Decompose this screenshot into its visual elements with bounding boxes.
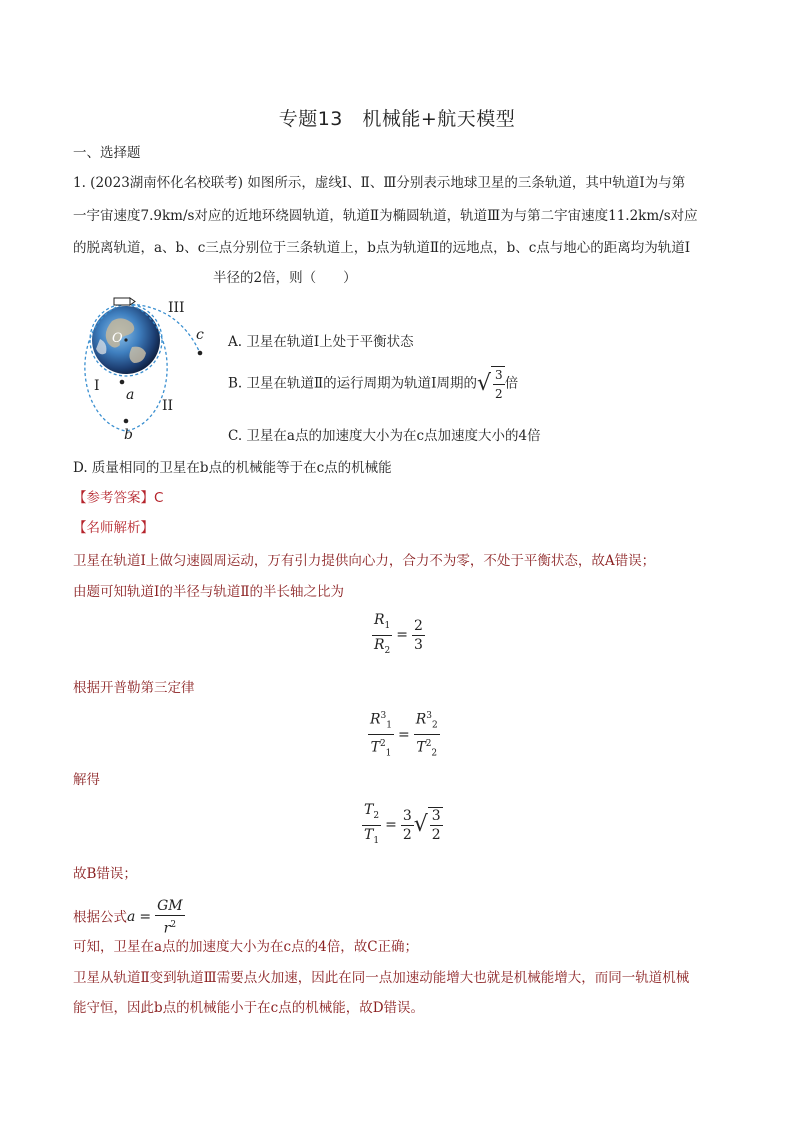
label-I: I (94, 378, 100, 394)
option-b-suffix: 倍 (504, 375, 519, 392)
formula-radius-ratio: $\frac{R_1}{R_2}$ = $\frac{2}{3}$ (374, 612, 423, 656)
explanation-para-1: 卫星在轨道Ⅰ上做匀速圆周运动，万有引力提供向心力，合力不为零，不处于平衡状态，故A错误； (73, 553, 656, 569)
orbit-figure (60, 287, 220, 447)
question-line-3: 的脱离轨道，a、b、c三点分别位于三条轨道上，b点为轨道Ⅱ的远地点，b、c点与地心的距离均为轨道Ⅰ (73, 240, 691, 256)
option-b (228, 366, 518, 402)
option-a: A. 卫星在轨道Ⅰ上处于平衡状态 (228, 334, 414, 350)
label-II: II (162, 398, 174, 414)
formula-period-ratio: $\frac{T_2}{T_1}$ = $\frac{3}{2}$ √ $\frac{3}{2}$ (364, 802, 441, 846)
question-line-2: 一宇宙速度7.9km/s对应的近地环绕圆轨道，轨道Ⅱ为椭圆轨道，轨道Ⅲ为与第二宇宙速度11.2km/s对应 (73, 208, 698, 224)
label-b: b (124, 427, 133, 443)
option-b-text: B. 卫星在轨道Ⅱ的运行周期为轨道Ⅰ周期的 (228, 375, 478, 392)
reference-answer: 【参考答案】C (73, 490, 164, 506)
explanation-para-7: 可知，卫星在a点的加速度大小为在c点的4倍，故C正确； (73, 939, 419, 955)
explanation-para-6: 根据公式a = $\frac{GM}{r^2}$ (73, 898, 183, 937)
label-a: a (126, 387, 135, 403)
formula-kepler-third: $\frac{R^3_1}{T^2_1}$ = $\frac{R^3_2}{T^2_2}$ (368, 708, 440, 762)
option-d: D. 质量相同的卫星在b点的机械能等于在c点的机械能 (73, 460, 392, 476)
explanation-para-8: 卫星从轨道Ⅱ变到轨道Ⅲ需要点火加速，因此在同一点加速动能增大也就是机械能增大，而同一轨道机械 (73, 970, 690, 986)
explanation-para-5: 故B错误； (73, 866, 137, 882)
label-III: III (168, 300, 185, 316)
label-c: c (196, 327, 204, 343)
explanation-para-9: 能守恒，因此b点的机械能小于在c点的机械能，故D错误。 (73, 1000, 425, 1016)
explanation-para-4: 解得 (73, 772, 100, 788)
explanation-para-3: 根据开普勒第三定律 (73, 680, 195, 696)
explanation-para-2: 由题可知轨道Ⅰ的半径与轨道Ⅱ的半长轴之比为 (73, 584, 345, 600)
option-b-sqrt: √ $\frac{3}{2}$ (477, 368, 503, 401)
section-heading: 一、选择题 (73, 145, 141, 161)
analysis-header: 【名师解析】 (73, 520, 154, 536)
label-O: O (112, 331, 123, 346)
page-title: 专题13 机械能+航天模型 (278, 108, 516, 130)
question-line-4: 半径的2倍，则（ ） (213, 270, 357, 286)
satellite-icon (114, 298, 130, 305)
option-c: C. 卫星在a点的加速度大小为在c点加速度大小的4倍 (228, 428, 541, 444)
option-b-num: 3 (493, 367, 505, 385)
question-line-1: 1. (2023湖南怀化名校联考) 如图所示，虚线Ⅰ、Ⅱ、Ⅲ分别表示地球卫星的三条轨道，其中轨道Ⅰ为与第 (73, 175, 686, 191)
option-b-den: 2 (495, 387, 503, 401)
